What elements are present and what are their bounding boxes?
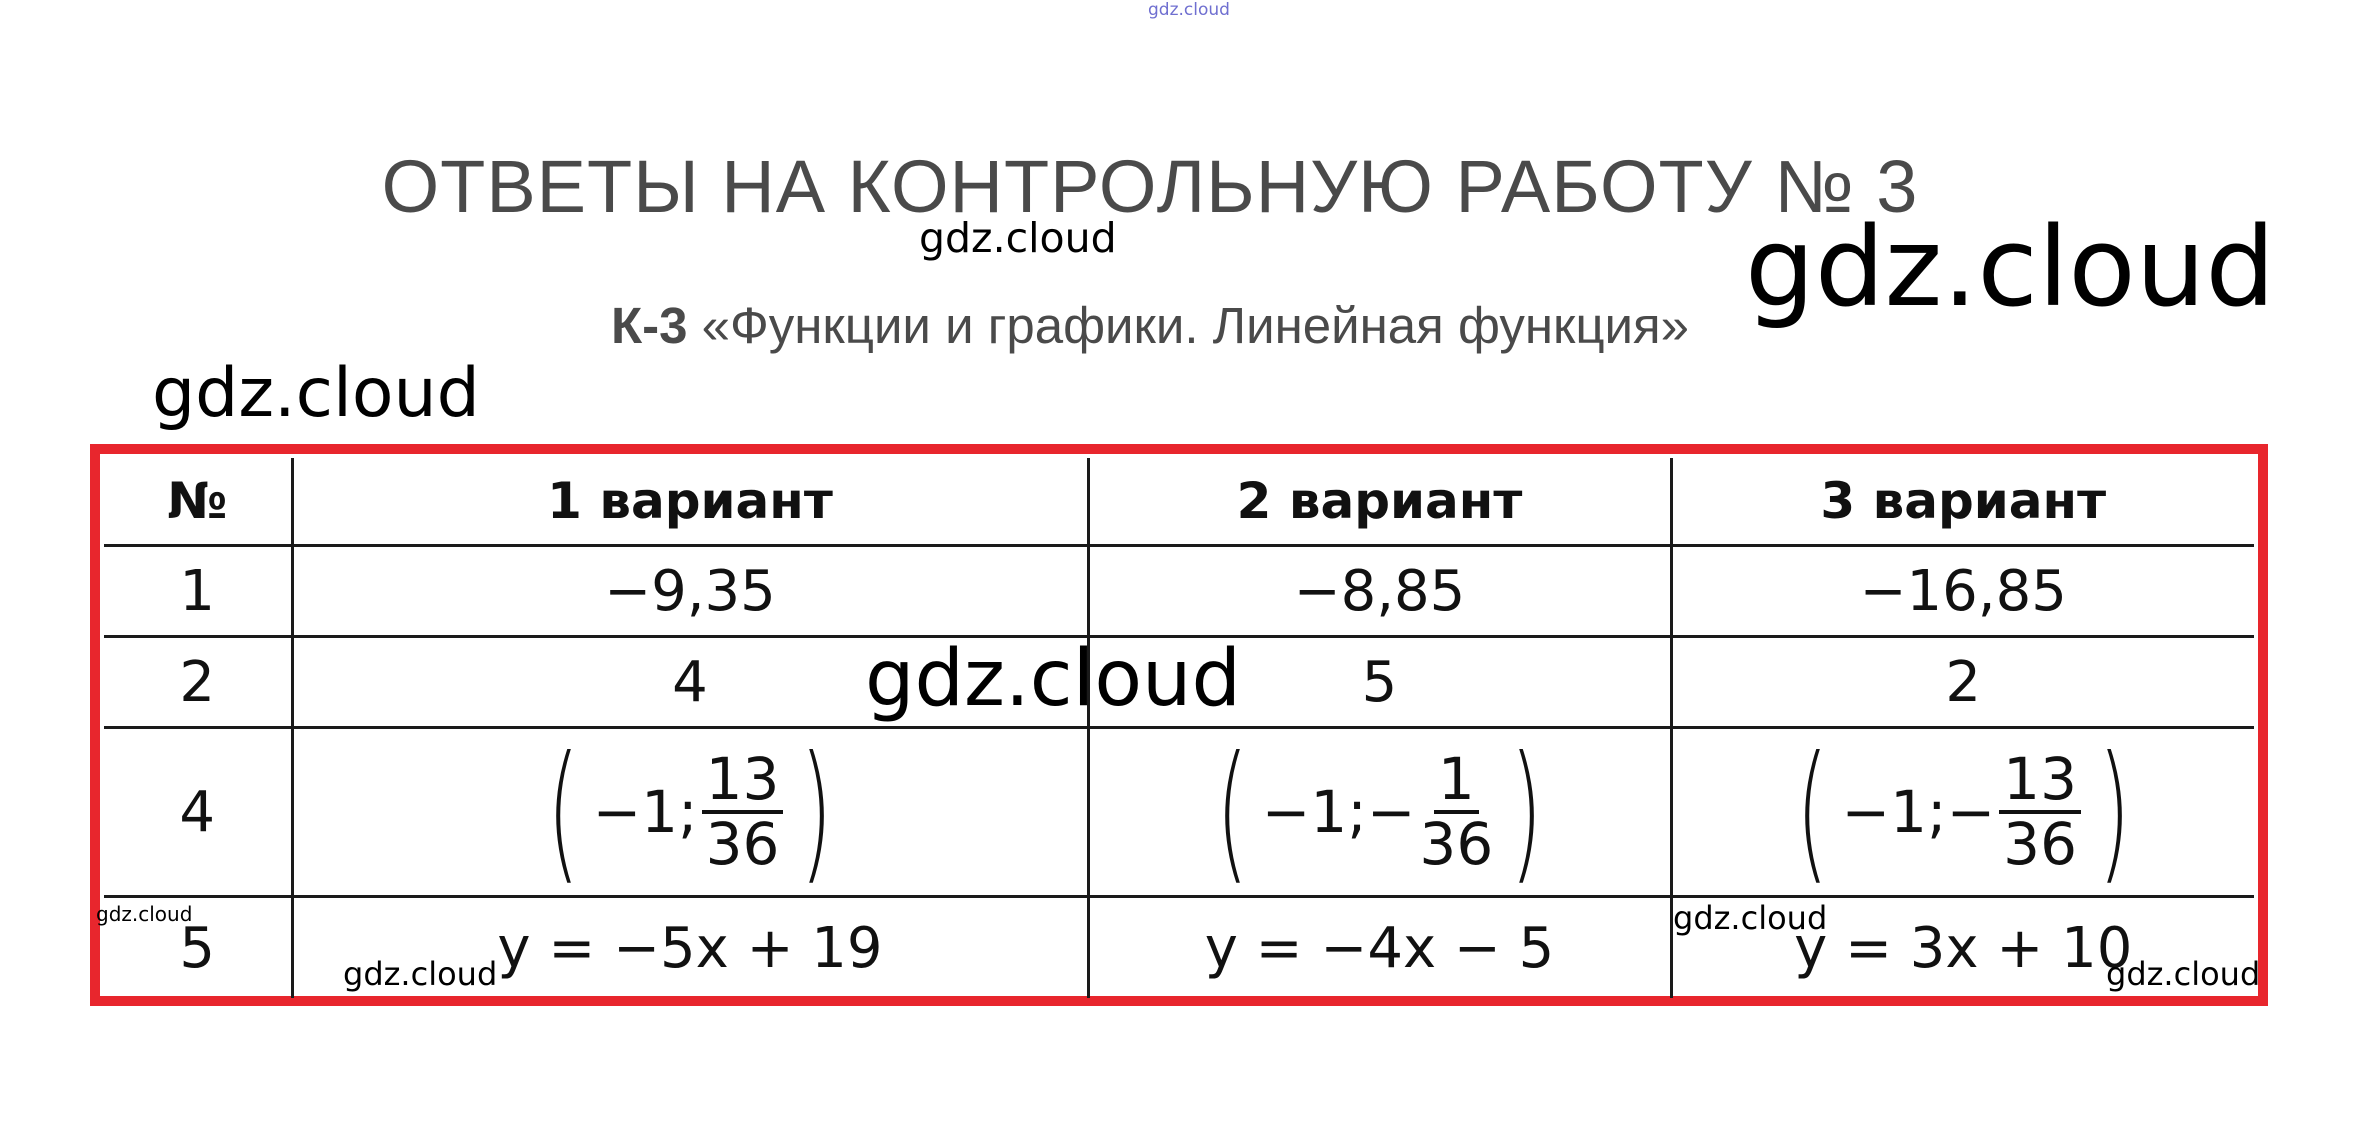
left-paren: (: [547, 725, 580, 899]
fraction: [1419, 745, 1494, 878]
answer-variant-3: −16,85: [1671, 546, 2254, 637]
fraction: [702, 745, 784, 878]
left-paren: (: [1796, 725, 1829, 899]
fraction-denominator: 36: [705, 810, 780, 878]
left-paren: (: [1216, 725, 1249, 899]
fraction-denominator: 36: [1419, 810, 1494, 878]
table-header-row: [104, 458, 2254, 546]
watermark: gdz.cloud: [1673, 899, 1828, 937]
fraction-denominator: 36: [2003, 810, 2077, 878]
answer-variant-2: −8,85: [1088, 546, 1671, 637]
task-number: 4: [104, 728, 292, 897]
right-paren: ): [800, 725, 833, 899]
task-number: 2: [104, 637, 292, 728]
watermark-large: gdz.cloud: [1745, 203, 2276, 331]
watermark: gdz.cloud: [343, 955, 498, 993]
answer-variant-2: [1088, 725, 1671, 899]
pair-sign: −: [1946, 778, 1996, 846]
header-variant-1: 1 вариант: [292, 458, 1088, 546]
header-number: №: [104, 458, 292, 546]
pair-x: −1;: [1841, 778, 1947, 846]
answer-variant-1: 4: [292, 637, 1088, 728]
fraction-numerator: 13: [1999, 749, 2081, 814]
answer-variant-1: −9,35: [292, 546, 1088, 637]
answer-variant-1: y = −5x + 19: [292, 897, 1088, 999]
fraction-numerator: 13: [702, 749, 784, 814]
coordinate-pair: [534, 725, 846, 899]
table-row: [104, 728, 2254, 897]
right-paren: ): [2098, 725, 2131, 899]
subtitle-text: «Функции и графики. Линейная функция»: [687, 297, 1690, 354]
pair-sign: −: [1366, 778, 1416, 846]
task-number: 1: [104, 546, 292, 637]
pair-x: −1;: [592, 778, 698, 846]
answers-table: [104, 458, 2254, 998]
watermark: gdz.cloud: [919, 214, 1117, 262]
header-variant-3: 3 вариант: [1671, 458, 2254, 546]
watermark: gdz.cloud: [152, 354, 480, 433]
table-row: [104, 546, 2254, 637]
right-paren: ): [1510, 725, 1543, 899]
watermark: gdz.cloud: [865, 634, 1241, 724]
task-number: 5: [104, 897, 292, 999]
subtitle-code: К-3: [610, 297, 688, 354]
page-title: ОТВЕТЫ НА КОНТРОЛЬНУЮ РАБОТУ № 3: [381, 145, 1919, 228]
answer-variant-2: 5: [1088, 637, 1671, 728]
answer-variant-3: [1671, 725, 2254, 899]
header-variant-2: 2 вариант: [1088, 458, 1671, 546]
answer-variant-3: 2: [1671, 637, 2254, 728]
answer-variant-2: y = −4x − 5: [1088, 897, 1671, 999]
watermark: gdz.cloud: [2106, 955, 2261, 993]
watermark-small: gdz.cloud: [96, 902, 193, 926]
answer-variant-3: y = 3x + 10: [1671, 897, 2254, 999]
page-subtitle: [0, 297, 2300, 354]
watermark-small: gdz.cloud: [1148, 0, 1230, 20]
pair-x: −1;: [1261, 778, 1367, 846]
coordinate-pair: [1203, 725, 1556, 899]
coordinate-pair: [1783, 725, 2144, 899]
answer-variant-1: [292, 725, 1088, 899]
fraction-numerator: 1: [1434, 749, 1479, 814]
fraction: [1999, 745, 2081, 878]
